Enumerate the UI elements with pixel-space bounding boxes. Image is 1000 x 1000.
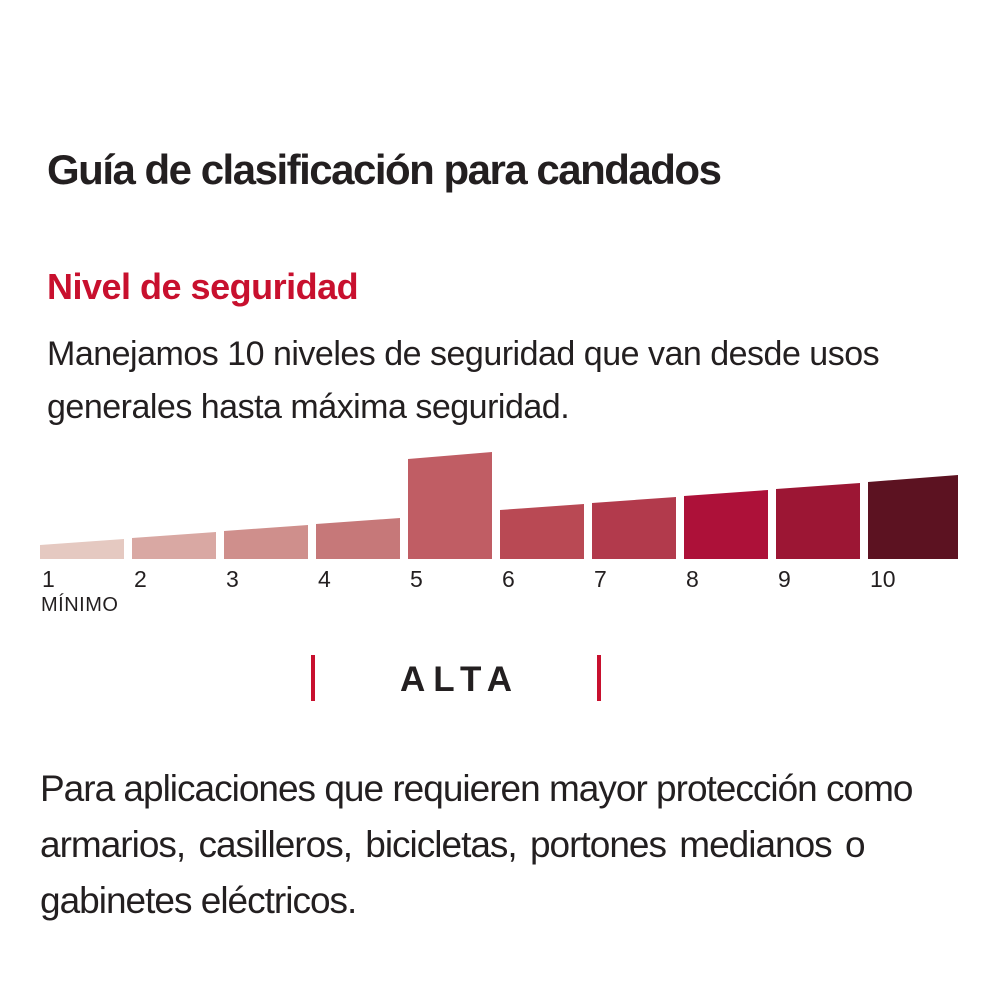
intro-line-1: Manejamos 10 niveles de seguridad que van desde usos [47,335,880,373]
security-bar-5 [408,452,492,559]
axis-label-6: 6 [502,566,515,592]
security-bar-2 [132,532,216,559]
axis-label-5: 5 [410,566,423,592]
security-bar-3 [224,525,308,559]
security-bar-7 [592,497,676,559]
axis-label-2: 2 [134,566,147,592]
highlight-label: ALTA [399,660,521,699]
intro-line-2: generales hasta máxima seguridad. [47,388,570,426]
description-paragraph [40,761,913,929]
axis-label-7: 7 [594,566,607,592]
security-bar-4 [316,518,400,559]
page-title: Guía de clasificación para candados [47,146,721,194]
range-marker-left-icon [311,655,315,701]
security-bar-6 [500,504,584,559]
security-level-chart [40,447,958,559]
security-bar-1 [40,539,124,559]
range-marker-right-icon [597,655,601,701]
description-line-2: armarios, casilleros, bicicletas, portones medianos o [40,824,865,865]
minimum-label: MÍNIMO [41,594,119,616]
axis-label-8: 8 [686,566,699,592]
security-bar-8 [684,490,768,559]
axis-label-1: 1 [42,566,55,592]
security-level-heading: Nivel de seguridad [47,265,359,307]
description-line-3: gabinetes eléctricos. [40,880,357,921]
security-bar-9 [776,483,860,559]
description-line-1: Para aplicaciones que requieren mayor protección como [40,768,913,809]
axis-label-3: 3 [226,566,239,592]
highlight-range [311,654,601,702]
axis-label-9: 9 [778,566,791,592]
axis-label-4: 4 [318,566,331,592]
axis-label-10: 10 [870,566,896,592]
intro-paragraph [47,328,879,434]
security-bar-10 [868,475,958,559]
chart-axis-labels [40,566,958,592]
